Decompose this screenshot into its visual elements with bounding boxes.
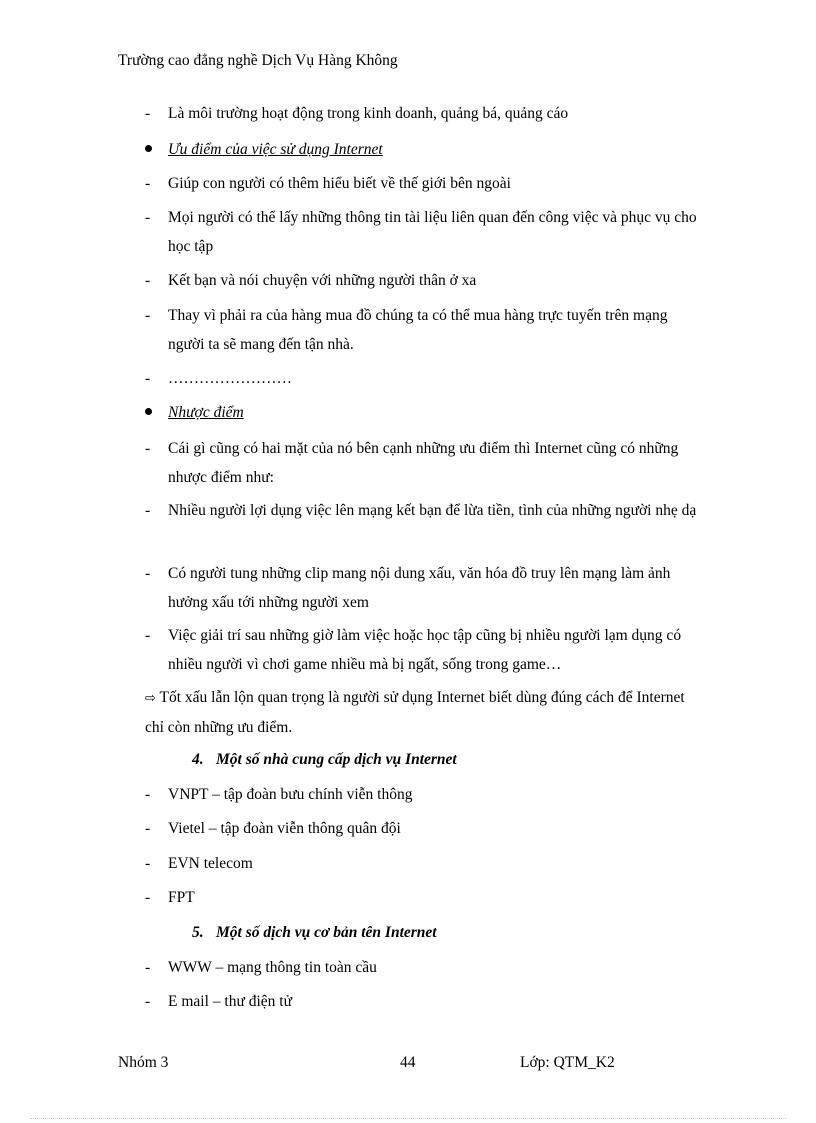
dash-marker: -: [145, 889, 151, 906]
section-heading-4: [192, 745, 457, 774]
conclusion-text: Tốt xấu lẫn lộn quan trọng là người sử dụng Internet biết dùng đúng cách để Internet chỉ còn những ưu điểm.: [145, 689, 685, 736]
section-disadvantages: [145, 398, 705, 427]
list-item: [145, 559, 705, 617]
dash-marker: -: [145, 272, 151, 289]
dash-marker: -: [145, 820, 151, 837]
list-item: [145, 266, 705, 295]
dash-marker: -: [145, 105, 151, 122]
list-item-text: Việc giải trí sau những giờ làm việc hoặc học tập cũng bị nhiều người lạm dụng có nhiều người vì chơi game nhiều mà bị ngất, sống trong game…: [168, 627, 682, 673]
dash-marker: -: [145, 627, 151, 644]
list-item-text: Cái gì cũng có hai mặt của nó bên cạnh những ưu điểm thì Internet cũng có những nhược điểm như:: [168, 440, 679, 486]
dash-marker: -: [145, 440, 151, 457]
bullet-icon: [145, 145, 152, 152]
list-item: [145, 849, 705, 878]
page-header: Trường cao đẳng nghề Dịch Vụ Hàng Không: [118, 52, 398, 69]
list-item-text: Giúp con người có thêm hiểu biết về thế giới bên ngoài: [168, 175, 511, 192]
list-item: [145, 496, 705, 525]
list-item: [145, 621, 705, 679]
list-item-text: E mail – thư điện tử: [168, 993, 292, 1010]
dash-marker: -: [145, 786, 151, 803]
list-item: [145, 99, 705, 128]
list-item: [145, 364, 705, 393]
list-item-text: Có người tung những clip mang nội dung xấu, văn hóa đồ truy lên mạng làm ảnh hưởng xấu tới những người xem: [168, 565, 671, 611]
heading-number: 4.: [192, 751, 204, 768]
dash-marker: -: [145, 307, 151, 324]
list-item-text: FPT: [168, 889, 195, 906]
list-item-text: Là môi trường hoạt động trong kinh doanh, quảng bá, quảng cáo: [168, 105, 569, 122]
list-item: [145, 814, 705, 843]
dash-marker: -: [145, 502, 151, 519]
dash-marker: -: [145, 993, 151, 1010]
list-item: [145, 434, 705, 492]
page-bottom-divider: [30, 1118, 786, 1119]
dash-marker: -: [145, 959, 151, 976]
bullet-icon: [145, 408, 152, 415]
list-item: [145, 883, 705, 912]
list-item-text: EVN telecom: [168, 855, 253, 872]
footer-group: Nhóm 3: [118, 1054, 169, 1071]
list-item-text: WWW – mạng thông tin toàn cầu: [168, 959, 377, 976]
dash-marker: -: [145, 855, 151, 872]
list-item: [145, 953, 705, 982]
list-item: [145, 987, 705, 1016]
dash-marker: -: [145, 565, 151, 582]
section-advantages: [145, 135, 705, 164]
list-item: [145, 169, 705, 198]
list-item-text: Kết bạn và nói chuyện với những người thân ở xa: [168, 272, 477, 289]
list-item-text: VNPT – tập đoàn bưu chính viễn thông: [168, 786, 413, 803]
heading-text: Một số nhà cung cấp dịch vụ Internet: [216, 751, 457, 768]
footer-class: Lớp: QTM_K2: [520, 1054, 615, 1071]
heading-text: Một số dịch vụ cơ bản tên Internet: [216, 924, 437, 941]
list-item-text: Thay vì phải ra của hàng mua đồ chúng ta có thể mua hàng trực tuyến trên mạng người ta sẽ mang đến tận nhà.: [168, 307, 668, 353]
section-title: Ưu điểm của việc sử dụng Internet: [168, 141, 383, 158]
list-item-text: Nhiều người lợi dụng việc lên mạng kết bạn để lừa tiền, tình của những người nhẹ dạ: [168, 502, 697, 519]
right-arrow-icon: ⇨: [145, 691, 156, 706]
list-item-text: ……………………: [168, 370, 292, 387]
dash-marker: -: [145, 209, 151, 226]
section-title: Nhược điểm: [168, 404, 244, 421]
dash-marker: -: [145, 370, 151, 387]
dash-marker: -: [145, 175, 151, 192]
list-item-text: Mọi người có thể lấy những thông tin tài liệu liên quan đến công việc và phục vụ cho học tập: [168, 209, 697, 255]
list-item: [145, 203, 705, 261]
section-heading-5: [192, 918, 437, 947]
list-item: [145, 780, 705, 809]
list-item: [145, 301, 705, 359]
heading-number: 5.: [192, 924, 204, 941]
list-item-text: Vietel – tập đoàn viễn thông quân đội: [168, 820, 401, 837]
page-number: 44: [400, 1054, 416, 1071]
conclusion-paragraph: [145, 683, 705, 742]
